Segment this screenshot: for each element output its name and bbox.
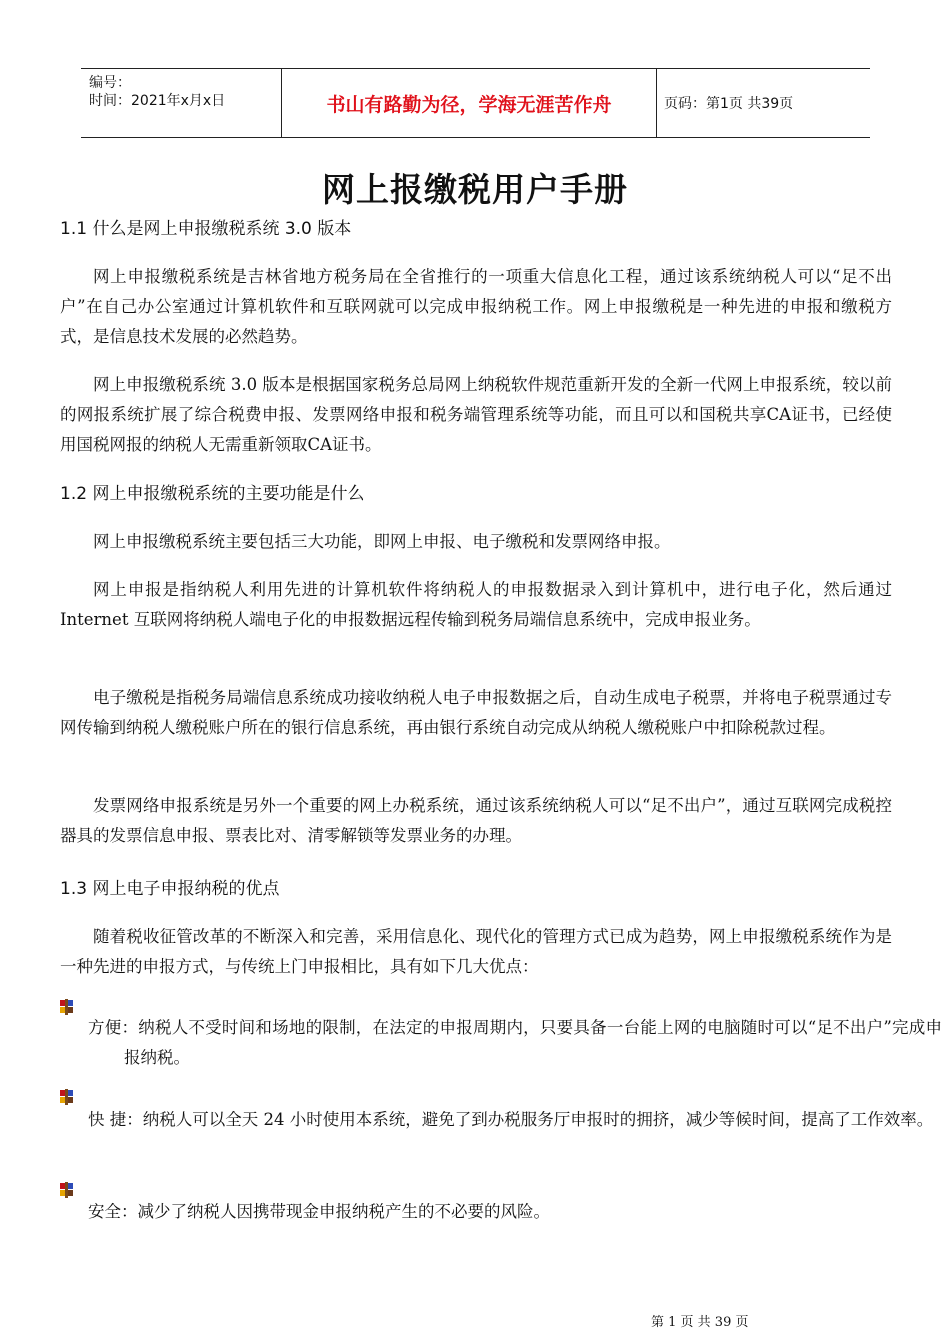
- paragraph: 网上申报缴税系统 3.0 版本是根据国家税务总局网上纳税软件规范重新开发的全新一代网上申报系统，较以前的网报系统扩展了综合税费申报、发票网络申报和税务端管理系统等功能，而且可以和国税共享CA证书，已经使用国税网报的纳税人无需重新领取CA证书。: [60, 375, 892, 454]
- header-meta: [81, 69, 281, 137]
- paragraph: 网上申报是指纳税人利用先进的计算机软件将纳税人的申报数据录入到计算机中，进行电子化，然后通过 Internet 互联网将纳税人端电子化的申报数据远程传输到税务局端信息系统中，完成申报业务。: [60, 580, 892, 629]
- bullet-item: 安全：减少了纳税人因携带现金申报纳税产生的不必要的风险。: [88, 1202, 550, 1221]
- paragraph: 随着税收征管改革的不断深入和完善，采用信息化、现代化的管理方式已成为趋势，网上申报缴税系统作为是一种先进的申报方式，与传统上门申报相比，具有如下几大优点：: [60, 927, 892, 976]
- section-heading-1-3: 1.3 网上电子申报纳税的优点: [60, 879, 280, 899]
- paragraph: 电子缴税是指税务局端信息系统成功接收纳税人电子申报数据之后，自动生成电子税票，并将电子税票通过专网传输到纳税人缴税账户所在的银行信息系统，再由银行系统自动完成从纳税人缴税账户中扣除税款过程。: [60, 688, 892, 737]
- document-number-label: 编号：: [89, 75, 131, 91]
- paragraph: 网上申报缴税系统主要包括三大功能，即网上申报、电子缴税和发票网络申报。: [93, 532, 671, 551]
- bullet-icon: [60, 1183, 74, 1197]
- page-footer: 第 1 页 共 39 页: [651, 1315, 749, 1330]
- document-title: 网上报缴税用户手册: [322, 170, 628, 209]
- header-page-number: 页码：第1页 共39页: [664, 96, 794, 112]
- paragraph: 网上申报缴税系统是吉林省地方税务局在全省推行的一项重大信息化工程，通过该系统纳税人可以“足不出户”在自己办公室通过计算机软件和互联网就可以完成申报纳税工作。网上申报缴税是一种先进的申报和缴税方式，是信息技术发展的必然趋势。: [60, 267, 892, 346]
- header-motto: 书山有路勤为径，学海无涯苦作舟: [281, 69, 657, 137]
- section-heading-1-1: 1.1 什么是网上申报缴税系统 3.0 版本: [60, 219, 352, 239]
- bullet-icon: [60, 1090, 74, 1104]
- section-heading-1-2: 1.2 网上申报缴税系统的主要功能是什么: [60, 484, 365, 504]
- bullet-item: 方便：纳税人不受时间和场地的限制，在法定的申报周期内，只要具备一台能上网的电脑随时可以“足不出户”完成申报纳税。: [88, 1018, 942, 1067]
- page-header: [81, 68, 870, 138]
- bullet-item: 快 捷：纳税人可以全天 24 小时使用本系统，避免了到办税服务厅申报时的拥挤，减少等候时间，提高了工作效率。: [88, 1110, 934, 1129]
- paragraph: 发票网络申报系统是另外一个重要的网上办税系统，通过该系统纳税人可以“足不出户”，通过互联网完成税控器具的发票信息申报、票表比对、清零解锁等发票业务的办理。: [60, 796, 892, 845]
- bullet-icon: [60, 1000, 74, 1014]
- document-date-label: 时间：2021年x月x日: [89, 93, 226, 109]
